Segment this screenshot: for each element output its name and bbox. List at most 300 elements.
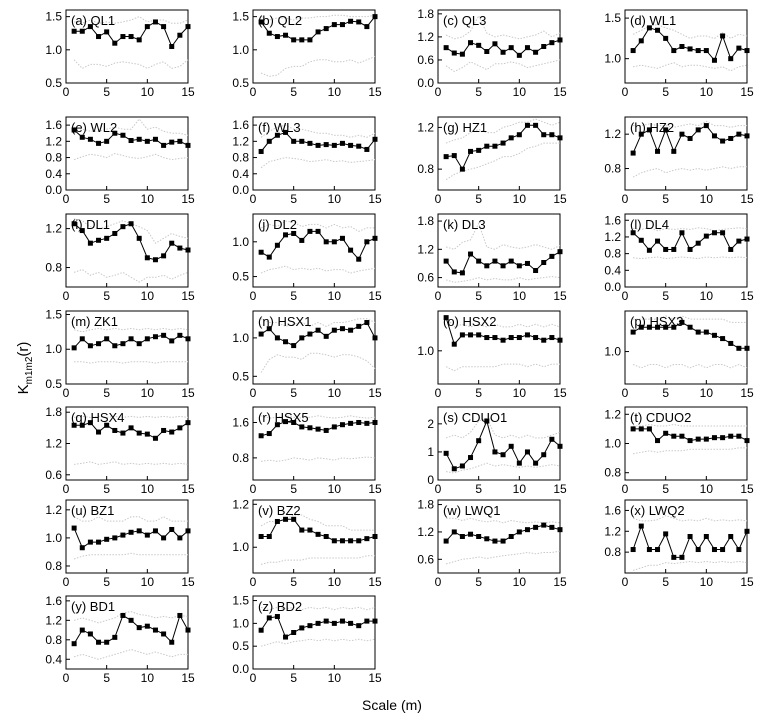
- data-point: [525, 527, 530, 532]
- panel-11: [417, 214, 567, 303]
- data-point: [517, 132, 522, 137]
- y-tick-label: 0.5: [232, 639, 249, 654]
- y-tick-label: 0.5: [45, 76, 62, 90]
- panel-title: (x) LWQ2: [630, 503, 685, 518]
- data-point: [745, 346, 750, 351]
- y-tick-label: 0.6: [417, 52, 434, 67]
- data-point: [720, 547, 725, 552]
- data-point: [80, 628, 85, 633]
- x-tick-label: 5: [475, 192, 483, 206]
- data-point: [307, 623, 312, 628]
- data-point: [104, 29, 109, 34]
- data-point: [153, 19, 158, 24]
- data-point: [696, 437, 701, 442]
- envelope-lower: [261, 556, 375, 565]
- data-point: [129, 336, 134, 341]
- y-tick-label: 0.5: [232, 369, 249, 384]
- data-point: [177, 33, 182, 38]
- panel-title: (v) BZ2: [258, 503, 301, 518]
- data-point: [712, 230, 717, 235]
- x-tick-label: 15: [368, 289, 382, 303]
- data-point: [639, 426, 644, 431]
- data-point: [509, 335, 514, 340]
- data-point: [316, 328, 321, 333]
- y-tick-label: 1.6: [232, 118, 249, 133]
- data-point: [728, 434, 733, 439]
- data-point: [517, 335, 522, 340]
- data-point: [541, 338, 546, 343]
- x-tick-label: 0: [249, 482, 257, 496]
- data-point: [332, 143, 337, 148]
- y-tick-label: 0.4: [232, 166, 249, 181]
- data-point: [460, 270, 465, 275]
- y-tick-label: 1.8: [417, 214, 434, 229]
- x-tick-label: 5: [103, 386, 111, 400]
- data-point: [96, 141, 101, 146]
- data-point: [501, 338, 506, 343]
- x-tick-label: 0: [62, 671, 70, 685]
- x-tick-label: 15: [740, 386, 754, 400]
- panel-12: [604, 213, 754, 303]
- data-point: [460, 332, 465, 337]
- x-tick-label: 15: [368, 575, 382, 589]
- panel-22: [232, 497, 382, 589]
- panel-7: [417, 117, 567, 206]
- envelope-lower: [261, 57, 375, 77]
- data-point: [501, 50, 506, 55]
- panel-9: [45, 214, 195, 303]
- data-point: [728, 247, 733, 252]
- data-point: [153, 436, 158, 441]
- x-tick-label: 10: [140, 192, 155, 206]
- data-point: [96, 540, 101, 545]
- data-point: [316, 229, 321, 234]
- data-point: [663, 531, 668, 536]
- panel-21: [45, 500, 195, 589]
- data-point: [558, 37, 563, 42]
- data-point: [533, 268, 538, 273]
- x-tick-label: 0: [434, 289, 442, 303]
- panel-3: [417, 7, 567, 99]
- x-tick-label: 15: [181, 575, 195, 589]
- x-tick-label: 5: [662, 386, 670, 400]
- data-point: [373, 534, 378, 539]
- data-point: [72, 345, 77, 350]
- data-point: [631, 547, 636, 552]
- y-tick-label: 0.0: [604, 280, 621, 294]
- data-point: [712, 133, 717, 138]
- y-tick-label: 0.8: [604, 545, 621, 560]
- data-point: [299, 238, 304, 243]
- data-point: [509, 534, 514, 539]
- panel-title: (z) BD2: [258, 599, 303, 614]
- panel-2: [232, 10, 382, 99]
- data-point: [549, 132, 554, 137]
- data-point: [104, 139, 109, 144]
- data-point: [153, 528, 158, 533]
- data-point: [373, 420, 378, 425]
- data-point: [541, 523, 546, 528]
- y-axis-label: [15, 342, 35, 395]
- x-tick-label: 15: [740, 85, 754, 99]
- data-point: [332, 239, 337, 244]
- envelope-lower: [74, 154, 188, 160]
- data-point: [96, 640, 101, 645]
- x-tick-label: 10: [140, 671, 155, 685]
- data-point: [460, 463, 465, 468]
- data-point: [161, 631, 166, 636]
- data-point: [712, 58, 717, 63]
- data-point: [348, 328, 353, 333]
- panel-17: [45, 405, 195, 496]
- envelope-lower: [633, 257, 747, 259]
- y-tick-label: 1.8: [417, 497, 434, 512]
- data-point: [299, 139, 304, 144]
- data-point: [348, 248, 353, 253]
- data-point: [169, 527, 174, 532]
- data-point: [704, 234, 709, 239]
- data-point: [186, 24, 191, 29]
- data-point: [259, 250, 264, 255]
- data-point: [679, 132, 684, 137]
- data-point: [492, 539, 497, 544]
- data-point: [745, 48, 750, 53]
- panel-19: [427, 407, 567, 496]
- x-tick-label: 5: [103, 482, 111, 496]
- data-point: [533, 123, 538, 128]
- y-tick-label: 0.8: [604, 465, 621, 480]
- data-point: [484, 335, 489, 340]
- y-tick-label: 1.0: [604, 51, 621, 66]
- data-point: [745, 237, 750, 242]
- data-point: [639, 524, 644, 529]
- data-point: [145, 336, 150, 341]
- data-point: [177, 425, 182, 430]
- x-tick-label: 10: [699, 386, 714, 400]
- y-tick-label: 0.8: [232, 450, 249, 465]
- data-point: [549, 525, 554, 530]
- data-point: [340, 422, 345, 427]
- y-tick-label: 1: [427, 444, 434, 459]
- envelope-lower: [446, 277, 560, 283]
- data-point: [348, 19, 353, 24]
- data-point: [307, 332, 312, 337]
- x-tick-label: 10: [327, 192, 342, 206]
- data-point: [275, 243, 280, 248]
- data-point: [153, 334, 158, 339]
- panel-title: (d) WL1: [630, 13, 677, 28]
- data-point: [468, 455, 473, 460]
- data-point: [161, 428, 166, 433]
- data-point: [291, 343, 296, 348]
- x-tick-label: 5: [290, 85, 298, 99]
- x-tick-label: 15: [740, 482, 754, 496]
- x-tick-label: 0: [249, 575, 257, 589]
- data-point: [267, 615, 272, 620]
- series-line: [633, 28, 747, 61]
- x-tick-label: 10: [140, 482, 155, 496]
- y-tick-label: 1.2: [45, 221, 62, 236]
- data-point: [145, 432, 150, 437]
- data-point: [177, 246, 182, 251]
- data-point: [696, 547, 701, 552]
- panel-15: [417, 311, 567, 400]
- data-point: [283, 232, 288, 237]
- y-tick-label: 1.2: [604, 524, 621, 539]
- data-point: [549, 437, 554, 442]
- data-point: [104, 640, 109, 645]
- x-tick-label: 5: [290, 386, 298, 400]
- panel-title: (u) BZ1: [71, 503, 115, 518]
- y-tick-label: 0.4: [45, 652, 62, 667]
- y-tick-label: 1.0: [417, 343, 434, 358]
- x-tick-label: 10: [512, 482, 527, 496]
- panel-title: (n) HSX1: [258, 314, 312, 329]
- data-point: [72, 526, 77, 531]
- data-point: [316, 29, 321, 34]
- panel-title: (c) QL3: [443, 13, 487, 28]
- y-tick-label: 1.5: [45, 9, 62, 24]
- panel-title: (e) WL2: [71, 120, 118, 135]
- data-point: [129, 221, 134, 226]
- data-point: [509, 444, 514, 449]
- data-point: [340, 326, 345, 331]
- y-tick-label: 1.2: [45, 502, 62, 517]
- data-point: [549, 335, 554, 340]
- y-tick-label: 1.0: [232, 616, 249, 631]
- x-tick-label: 0: [434, 85, 442, 99]
- x-tick-label: 5: [475, 289, 483, 303]
- data-point: [688, 247, 693, 252]
- data-point: [647, 547, 652, 552]
- data-point: [468, 252, 473, 257]
- data-point: [129, 34, 134, 39]
- data-point: [259, 149, 264, 154]
- panel-title: (l) DL4: [630, 217, 670, 232]
- data-point: [704, 330, 709, 335]
- data-point: [533, 335, 538, 340]
- data-point: [452, 466, 457, 471]
- data-point: [161, 253, 166, 258]
- data-point: [275, 614, 280, 619]
- data-point: [373, 236, 378, 241]
- data-point: [492, 259, 497, 264]
- data-point: [468, 40, 473, 45]
- y-tick-label: 0.8: [45, 558, 62, 573]
- x-tick-label: 5: [290, 575, 298, 589]
- data-point: [104, 537, 109, 542]
- x-tick-label: 10: [140, 289, 155, 303]
- y-tick-label: 0.0: [232, 662, 249, 676]
- data-point: [112, 343, 117, 348]
- data-point: [484, 263, 489, 268]
- envelope-upper: [446, 518, 560, 523]
- data-point: [631, 48, 636, 53]
- y-tick-label: 2: [427, 416, 434, 431]
- data-point: [364, 536, 369, 541]
- data-point: [655, 547, 660, 552]
- data-point: [509, 259, 514, 264]
- x-tick-label: 5: [662, 289, 670, 303]
- panel-16: [604, 311, 754, 400]
- data-point: [452, 529, 457, 534]
- data-point: [688, 325, 693, 330]
- data-point: [299, 37, 304, 42]
- x-tick-label: 0: [62, 575, 70, 589]
- x-tick-label: 15: [368, 671, 382, 685]
- data-point: [267, 255, 272, 260]
- data-point: [145, 255, 150, 260]
- panel-title: (g) HZ1: [443, 120, 488, 135]
- data-point: [704, 48, 709, 53]
- data-point: [373, 619, 378, 624]
- x-tick-label: 10: [327, 386, 342, 400]
- data-point: [348, 538, 353, 543]
- x-tick-label: 10: [327, 575, 342, 589]
- data-point: [631, 151, 636, 156]
- data-point: [671, 434, 676, 439]
- data-point: [663, 247, 668, 252]
- data-point: [541, 132, 546, 137]
- y-tick-label: 0: [427, 473, 434, 487]
- data-point: [161, 143, 166, 148]
- data-point: [112, 231, 117, 236]
- envelope-lower: [74, 462, 188, 465]
- y-tick-label: 1.0: [45, 342, 62, 357]
- y-tick-label: 0.4: [604, 263, 621, 278]
- data-point: [476, 148, 481, 153]
- data-point: [647, 248, 652, 253]
- data-point: [80, 545, 85, 550]
- data-point: [688, 46, 693, 51]
- data-point: [558, 249, 563, 254]
- envelope-lower: [261, 266, 375, 273]
- data-point: [364, 619, 369, 624]
- envelope-lower: [446, 551, 560, 564]
- x-tick-label: 0: [62, 482, 70, 496]
- data-point: [364, 320, 369, 325]
- data-point: [88, 241, 93, 246]
- x-tick-label: 10: [327, 671, 342, 685]
- data-point: [631, 330, 636, 335]
- data-point: [324, 619, 329, 624]
- data-point: [444, 259, 449, 264]
- data-point: [145, 139, 150, 144]
- x-tick-label: 15: [181, 289, 195, 303]
- data-point: [96, 341, 101, 346]
- x-tick-label: 15: [740, 192, 754, 206]
- data-point: [712, 547, 717, 552]
- y-tick-label: 0.8: [604, 161, 621, 176]
- x-tick-label: 0: [434, 575, 442, 589]
- x-tick-label: 15: [740, 289, 754, 303]
- data-point: [259, 433, 264, 438]
- x-tick-label: 0: [434, 482, 442, 496]
- y-tick-label: 1.2: [232, 134, 249, 149]
- data-point: [169, 430, 174, 435]
- y-tick-label: 0.4: [45, 166, 62, 181]
- x-axis-label: Scale (m): [362, 697, 422, 713]
- data-point: [720, 336, 725, 341]
- data-point: [186, 528, 191, 533]
- x-tick-label: 10: [140, 575, 155, 589]
- x-tick-label: 5: [290, 289, 298, 303]
- x-tick-label: 15: [181, 85, 195, 99]
- data-point: [120, 431, 125, 436]
- x-tick-label: 0: [621, 482, 629, 496]
- data-point: [525, 45, 530, 50]
- y-tick-label: 1.6: [604, 213, 621, 228]
- x-tick-label: 15: [368, 85, 382, 99]
- y-tick-label: 1.0: [45, 42, 62, 57]
- data-point: [655, 28, 660, 33]
- x-tick-label: 5: [103, 192, 111, 206]
- data-point: [291, 139, 296, 144]
- data-point: [501, 452, 506, 457]
- panel-5: [45, 117, 195, 206]
- data-point: [96, 238, 101, 243]
- envelope-lower: [74, 650, 188, 660]
- envelope-lower: [633, 63, 747, 71]
- y-tick-label: 0.8: [45, 150, 62, 165]
- data-point: [736, 547, 741, 552]
- data-point: [364, 24, 369, 29]
- x-tick-label: 5: [290, 671, 298, 685]
- data-point: [259, 628, 264, 633]
- x-tick-label: 5: [662, 192, 670, 206]
- data-point: [720, 139, 725, 144]
- data-point: [671, 555, 676, 560]
- data-point: [137, 625, 142, 630]
- data-point: [444, 539, 449, 544]
- x-tick-label: 15: [368, 482, 382, 496]
- y-tick-label: 1.6: [45, 118, 62, 133]
- data-point: [476, 438, 481, 443]
- data-point: [558, 338, 563, 343]
- data-point: [492, 41, 497, 46]
- data-point: [452, 342, 457, 347]
- data-point: [177, 613, 182, 618]
- y-tick-label: 0.5: [232, 269, 249, 284]
- x-tick-label: 10: [512, 289, 527, 303]
- y-tick-label: 0.0: [45, 183, 62, 197]
- x-tick-label: 10: [512, 575, 527, 589]
- data-point: [704, 123, 709, 128]
- data-point: [468, 149, 473, 154]
- data-point: [186, 420, 191, 425]
- data-point: [679, 555, 684, 560]
- x-tick-label: 5: [475, 85, 483, 99]
- envelope-lower: [74, 60, 188, 69]
- x-tick-label: 0: [621, 289, 629, 303]
- data-point: [736, 346, 741, 351]
- panel-title: (j) DL2: [258, 217, 298, 232]
- y-tick-label: 1.5: [604, 11, 621, 26]
- x-tick-label: 0: [62, 192, 70, 206]
- data-point: [373, 137, 378, 142]
- data-point: [80, 336, 85, 341]
- x-tick-label: 10: [699, 85, 714, 99]
- data-point: [517, 461, 522, 466]
- data-point: [517, 529, 522, 534]
- panel-title: (m) ZK1: [71, 314, 118, 329]
- data-point: [120, 341, 125, 346]
- y-tick-label: 1.0: [604, 344, 621, 359]
- data-point: [307, 141, 312, 146]
- data-point: [492, 449, 497, 454]
- data-point: [639, 238, 644, 243]
- data-point: [444, 451, 449, 456]
